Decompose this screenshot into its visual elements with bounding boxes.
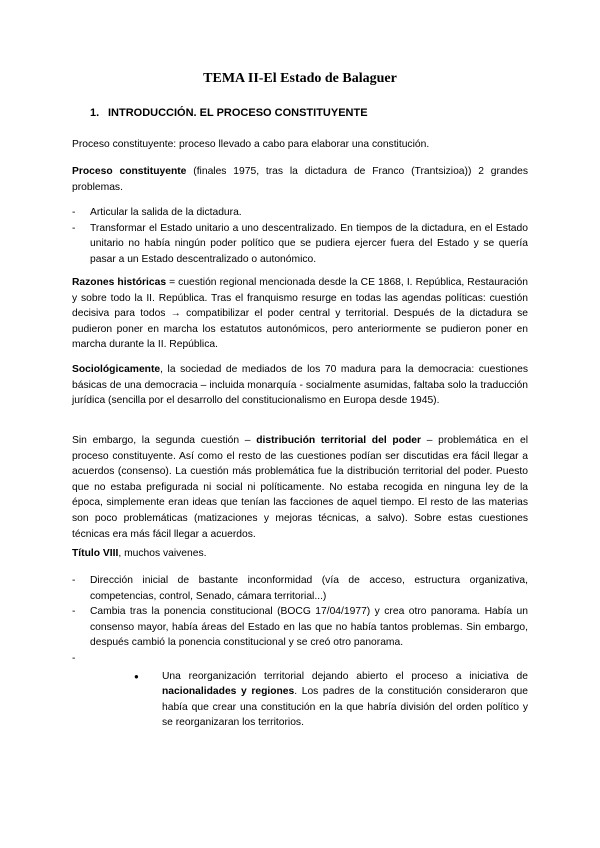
- bullet-item-term: nacionalidades y regiones: [162, 686, 295, 698]
- paragraph-distribucion-text: – problemática en el proceso constituyente. Así como el resto de las cuestiones podían ser discutidas era fácil llegar a acuerdos (consenso). La cuestión más problemática fue la distribución territorial del poder. Puesto que no estaba prefigurada ni social ni políticamente. No estaba recogida en ninguna ley de la época, simplemente eran ideas que tenían las facciones de aquel tiempo. El resto de las materias son poco problemáticas (matizaciones y mejoras técnicas, a salvo). Sobre estas cuestiones técnicas era más fácil llegar a acuerdos.: [72, 435, 528, 540]
- paragraph-distribucion-lead: Sin embargo, la segunda cuestión –: [72, 435, 257, 446]
- paragraph-razones-text: = cuestión regional mencionada desde la CE 1868, I. República, Restauración y sobre todo la II. República. Tras el franquismo resurge en todas las agendas políticas: cuestión decisiva para todos → compatibilizar el poder central y territorial. Después de la dictadura se pudieron poner en marcha los estatutos autonómicos, pero anteriormente se pudieron poner en marcha durante la II. República.: [72, 277, 528, 351]
- paragraph-distribucion-term: distribución territorial del poder: [256, 435, 421, 446]
- paragraph-definition: Proceso constituyente: proceso llevado a cabo para elaborar una constitución.: [72, 139, 430, 150]
- bullet-item: [162, 669, 528, 731]
- section-number: 1.: [90, 107, 100, 119]
- bullet-item-lead: Una reorganización territorial dejando abierto el proceso a iniciativa de: [162, 670, 528, 682]
- paragraph-titulo-viii-term: Título VIII: [72, 548, 119, 559]
- paragraph-sociologicamente-text: , la sociedad de mediados de los 70 madura para la democracia: cuestiones básicas de una democracia – incluida monarquía - socialmente asumidas, faltaba solo la traducción jurídica (sencilla por el desarrollo del constitucionalismo en Europa desde 1945).: [72, 364, 528, 407]
- bullet-item-text: . Los padres de la constitución consideraron que había que crear una constitución en la que habría división del orden político y se reorganizaran los territorios.: [162, 686, 528, 729]
- paragraph-distribucion: [72, 433, 528, 542]
- paragraph-titulo-viii: [72, 546, 528, 562]
- document-title: TEMA II-El Estado de Balaguer: [203, 71, 397, 86]
- paragraph-sociologicamente: [72, 362, 528, 409]
- paragraph-proceso: [72, 164, 528, 195]
- paragraph-proceso-text: (finales 1975, tras la dictadura de Franco (Trantsizioa)) 2 grandes problemas.: [72, 166, 529, 193]
- list-item: - Cambia tras la ponencia constitucional (BOCG 17/04/1977) y crea otro panorama. Había un consenso mayor, había áreas del Estado en las que no había tantos problemas. Sin embargo, después cambió la ponencia constitucional y se creó otro panorama.: [72, 604, 528, 651]
- list-item: - Dirección inicial de bastante inconformidad (vía de acceso, estructura organizativa, competencias, control, Senado, cámara territorial...): [72, 573, 528, 604]
- paragraph-sociologicamente-term: Sociológicamente: [72, 364, 161, 375]
- paragraph-razones-term: Razones históricas: [72, 277, 167, 288]
- nested-bullet-list: [90, 669, 528, 731]
- list-item: - Transformar el Estado unitario a uno descentralizado. En tiempos de la dictadura, en el Estado unitario no había ningún poder político que se pudiera ejercer fuera del Estado y se quería pasar a un Estado descentralizado o autonómico.: [72, 221, 528, 268]
- problems-list: [72, 205, 528, 267]
- list-item: - Articular la salida de la dictadura.: [72, 205, 528, 221]
- paragraph-proceso-term: Proceso constituyente: [72, 166, 187, 177]
- paragraph-titulo-viii-text: , muchos vaivenes.: [118, 548, 207, 559]
- paragraph-razones: [72, 275, 528, 353]
- empty-dash-line: [90, 653, 93, 664]
- section-heading: [90, 107, 368, 119]
- list-item-nested: [72, 651, 528, 731]
- titulo-viii-list: [72, 573, 528, 731]
- section-heading-text: INTRODUCCIÓN. EL PROCESO CONSTITUYENTE: [108, 107, 368, 119]
